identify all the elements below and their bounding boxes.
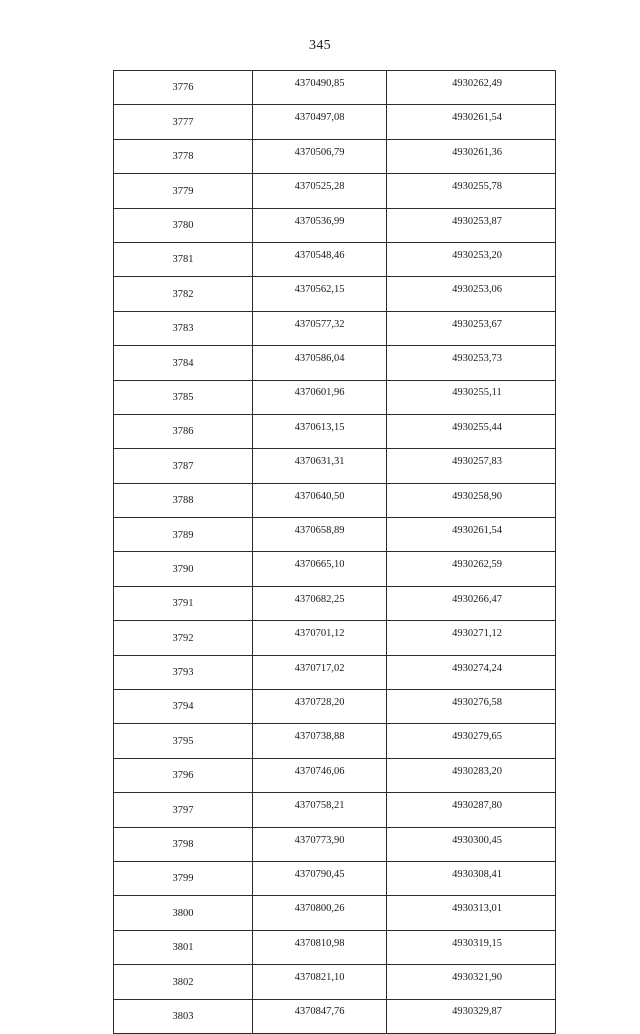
y-coordinate-cell: 4930321,90: [387, 965, 556, 999]
table-row: [114, 174, 556, 208]
x-coordinate-cell: 4370490,85: [253, 71, 387, 105]
x-coordinate-cell: 4370631,31: [253, 449, 387, 483]
point-number-cell: 3784: [114, 346, 253, 380]
table-row: [114, 277, 556, 311]
x-coordinate-cell: 4370758,21: [253, 793, 387, 827]
y-coordinate-cell: 4930300,45: [387, 827, 556, 861]
y-coordinate-cell: 4930287,80: [387, 793, 556, 827]
table-row: [114, 311, 556, 345]
y-coordinate-cell: 4930308,41: [387, 861, 556, 895]
table-row: [114, 930, 556, 964]
table-row: [114, 655, 556, 689]
x-coordinate-cell: 4370525,28: [253, 174, 387, 208]
point-number-cell: 3781: [114, 242, 253, 276]
point-number-cell: 3802: [114, 965, 253, 999]
y-coordinate-cell: 4930283,20: [387, 758, 556, 792]
x-coordinate-cell: 4370800,26: [253, 896, 387, 930]
table-row: [114, 105, 556, 139]
y-coordinate-cell: 4930253,67: [387, 311, 556, 345]
y-coordinate-cell: 4930261,54: [387, 518, 556, 552]
y-coordinate-cell: 4930261,54: [387, 105, 556, 139]
coordinates-table-body: [114, 71, 556, 1034]
x-coordinate-cell: 4370658,89: [253, 518, 387, 552]
y-coordinate-cell: 4930258,90: [387, 483, 556, 517]
y-coordinate-cell: 4930253,20: [387, 242, 556, 276]
table-row: [114, 139, 556, 173]
table-row: [114, 242, 556, 276]
x-coordinate-cell: 4370738,88: [253, 724, 387, 758]
table-row: [114, 861, 556, 895]
point-number-cell: 3782: [114, 277, 253, 311]
y-coordinate-cell: 4930271,12: [387, 621, 556, 655]
table-row: [114, 999, 556, 1033]
x-coordinate-cell: 4370821,10: [253, 965, 387, 999]
page-number: 345: [309, 38, 331, 53]
point-number-cell: 3779: [114, 174, 253, 208]
y-coordinate-cell: 4930274,24: [387, 655, 556, 689]
table-row: [114, 724, 556, 758]
y-coordinate-cell: 4930266,47: [387, 586, 556, 620]
point-number-cell: 3796: [114, 758, 253, 792]
table-row: [114, 380, 556, 414]
y-coordinate-cell: 4930257,83: [387, 449, 556, 483]
point-number-cell: 3780: [114, 208, 253, 242]
y-coordinate-cell: 4930262,49: [387, 71, 556, 105]
point-number-cell: 3794: [114, 690, 253, 724]
table-row: [114, 586, 556, 620]
table-row: [114, 414, 556, 448]
point-number-cell: 3792: [114, 621, 253, 655]
y-coordinate-cell: 4930253,06: [387, 277, 556, 311]
table-row: [114, 346, 556, 380]
x-coordinate-cell: 4370497,08: [253, 105, 387, 139]
y-coordinate-cell: 4930255,11: [387, 380, 556, 414]
x-coordinate-cell: 4370562,15: [253, 277, 387, 311]
x-coordinate-cell: 4370728,20: [253, 690, 387, 724]
y-coordinate-cell: 4930319,15: [387, 930, 556, 964]
point-number-cell: 3777: [114, 105, 253, 139]
y-coordinate-cell: 4930255,44: [387, 414, 556, 448]
y-coordinate-cell: 4930261,36: [387, 139, 556, 173]
point-number-cell: 3789: [114, 518, 253, 552]
point-number-cell: 3803: [114, 999, 253, 1033]
point-number-cell: 3783: [114, 311, 253, 345]
x-coordinate-cell: 4370601,96: [253, 380, 387, 414]
point-number-cell: 3791: [114, 586, 253, 620]
x-coordinate-cell: 4370577,32: [253, 311, 387, 345]
x-coordinate-cell: 4370773,90: [253, 827, 387, 861]
y-coordinate-cell: 4930329,87: [387, 999, 556, 1033]
x-coordinate-cell: 4370701,12: [253, 621, 387, 655]
point-number-cell: 3778: [114, 139, 253, 173]
table-row: [114, 621, 556, 655]
x-coordinate-cell: 4370746,06: [253, 758, 387, 792]
y-coordinate-cell: 4930313,01: [387, 896, 556, 930]
table-row: [114, 758, 556, 792]
x-coordinate-cell: 4370536,99: [253, 208, 387, 242]
point-number-cell: 3786: [114, 414, 253, 448]
y-coordinate-cell: 4930279,65: [387, 724, 556, 758]
x-coordinate-cell: 4370847,76: [253, 999, 387, 1033]
x-coordinate-cell: 4370548,46: [253, 242, 387, 276]
x-coordinate-cell: 4370506,79: [253, 139, 387, 173]
coordinates-table: [113, 70, 556, 1034]
point-number-cell: 3787: [114, 449, 253, 483]
x-coordinate-cell: 4370586,04: [253, 346, 387, 380]
table-row: [114, 71, 556, 105]
table-row: [114, 690, 556, 724]
point-number-cell: 3795: [114, 724, 253, 758]
point-number-cell: 3776: [114, 71, 253, 105]
table-row: [114, 449, 556, 483]
table-row: [114, 518, 556, 552]
table-row: [114, 965, 556, 999]
point-number-cell: 3788: [114, 483, 253, 517]
y-coordinate-cell: 4930276,58: [387, 690, 556, 724]
table-row: [114, 827, 556, 861]
x-coordinate-cell: 4370640,50: [253, 483, 387, 517]
table-row: [114, 483, 556, 517]
point-number-cell: 3800: [114, 896, 253, 930]
table-row: [114, 208, 556, 242]
y-coordinate-cell: 4930253,73: [387, 346, 556, 380]
x-coordinate-cell: 4370810,98: [253, 930, 387, 964]
point-number-cell: 3793: [114, 655, 253, 689]
table-row: [114, 793, 556, 827]
point-number-cell: 3797: [114, 793, 253, 827]
x-coordinate-cell: 4370717,02: [253, 655, 387, 689]
x-coordinate-cell: 4370682,25: [253, 586, 387, 620]
point-number-cell: 3799: [114, 861, 253, 895]
point-number-cell: 3785: [114, 380, 253, 414]
table-row: [114, 896, 556, 930]
point-number-cell: 3790: [114, 552, 253, 586]
table-row: [114, 552, 556, 586]
x-coordinate-cell: 4370790,45: [253, 861, 387, 895]
x-coordinate-cell: 4370613,15: [253, 414, 387, 448]
point-number-cell: 3801: [114, 930, 253, 964]
x-coordinate-cell: 4370665,10: [253, 552, 387, 586]
y-coordinate-cell: 4930262,59: [387, 552, 556, 586]
y-coordinate-cell: 4930255,78: [387, 174, 556, 208]
point-number-cell: 3798: [114, 827, 253, 861]
y-coordinate-cell: 4930253,87: [387, 208, 556, 242]
